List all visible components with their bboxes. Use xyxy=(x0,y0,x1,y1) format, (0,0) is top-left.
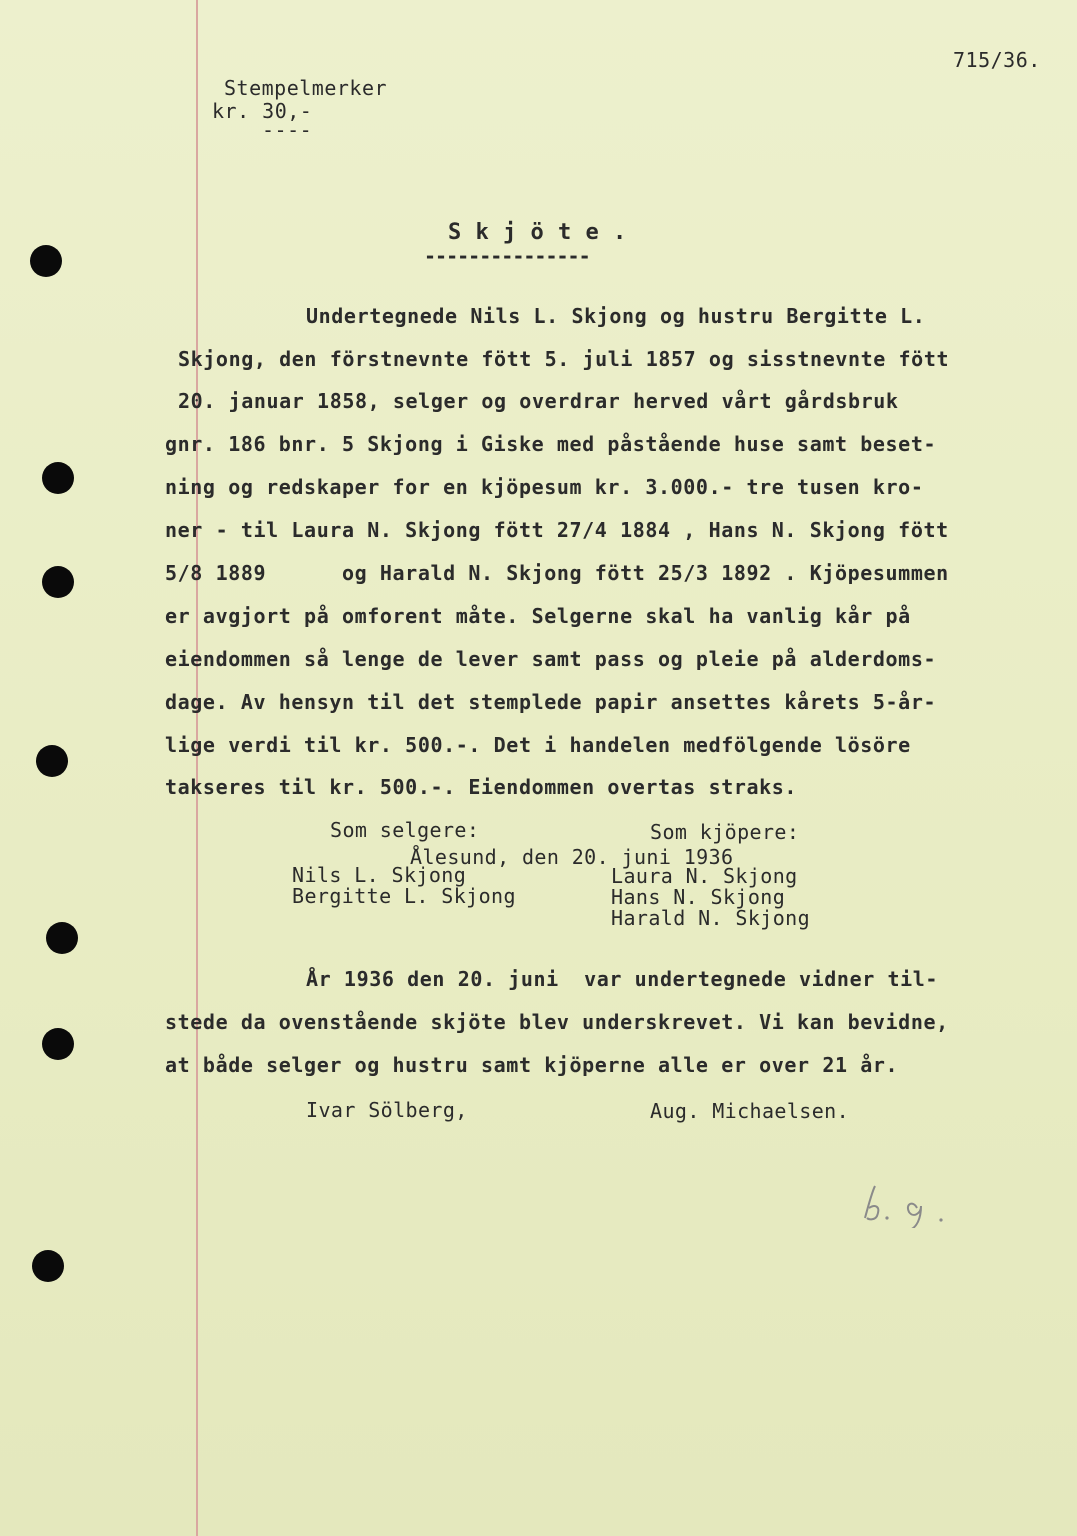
punch-hole xyxy=(30,245,62,277)
body-line: lige verdi til kr. 500.-. Det i handelen medfölgende lösöre xyxy=(165,733,911,757)
reference-number: 715/36. xyxy=(953,48,1041,72)
place-date: Ålesund, den 20. juni 1936 xyxy=(410,845,734,869)
body-line: gnr. 186 bnr. 5 Skjong i Giske med påstående huse samt beset- xyxy=(165,432,937,456)
document-title: S k j ö t e . xyxy=(448,220,627,245)
body-line: eiendommen så lenge de lever samt pass og pleie på alderdoms- xyxy=(165,647,937,671)
body-line: Undertegnede Nils L. Skjong og hustru Bergitte L. xyxy=(306,304,926,328)
buyer-name: Laura N. Skjong xyxy=(611,864,798,888)
sellers-heading: Som selgere: xyxy=(330,818,480,842)
witness-signature: Ivar Sölberg, xyxy=(306,1098,468,1122)
witness-line: År 1936 den 20. juni var undertegnede vidner til- xyxy=(306,967,939,991)
stamp-label: Stempelmerker xyxy=(224,76,388,100)
punch-hole xyxy=(46,922,78,954)
body-line: takseres til kr. 500.-. Eiendommen overtas straks. xyxy=(165,775,798,799)
punch-hole xyxy=(42,1028,74,1060)
margin-line xyxy=(196,0,198,1536)
stamp-amount: kr. 30,- xyxy=(212,99,313,123)
seller-name: Nils L. Skjong xyxy=(292,863,467,887)
body-line: er avgjort på omforent måte. Selgerne skal ha vanlig kår på xyxy=(165,604,911,628)
witness-line: at både selger og hustru samt kjöperne alle er over 21 år. xyxy=(165,1053,899,1077)
punch-hole xyxy=(32,1250,64,1282)
handwritten-initials xyxy=(855,1178,970,1228)
buyers-heading: Som kjöpere: xyxy=(650,820,800,844)
body-line: dage. Av hensyn til det stemplede papir ansettes kårets 5-år- xyxy=(165,690,937,714)
witness-signature: Aug. Michaelsen. xyxy=(650,1099,850,1123)
stamp-underline: ---- xyxy=(262,118,313,142)
punch-hole xyxy=(42,566,74,598)
punch-hole xyxy=(42,462,74,494)
buyer-name: Harald N. Skjong xyxy=(611,906,811,930)
body-line: Skjong, den förstnevnte fött 5. juli 1857 og sisstnevnte fött xyxy=(178,347,950,371)
body-line: ner - til Laura N. Skjong fött 27/4 1884 , Hans N. Skjong fött xyxy=(165,518,949,542)
seller-name: Bergitte L. Skjong xyxy=(292,884,516,908)
buyer-name: Hans N. Skjong xyxy=(611,885,786,909)
body-line: 20. januar 1858, selger og overdrar herved vårt gårdsbruk xyxy=(178,389,899,413)
body-line: 5/8 1889 og Harald N. Skjong fött 25/3 1892 . Kjöpesummen xyxy=(165,561,949,585)
title-underline: --------------- xyxy=(424,244,590,268)
punch-hole xyxy=(36,745,68,777)
body-line: ning og redskaper for en kjöpesum kr. 3.000.- tre tusen kro- xyxy=(165,475,924,499)
witness-line: stede da ovenstående skjöte blev underskrevet. Vi kan bevidne, xyxy=(165,1010,949,1034)
